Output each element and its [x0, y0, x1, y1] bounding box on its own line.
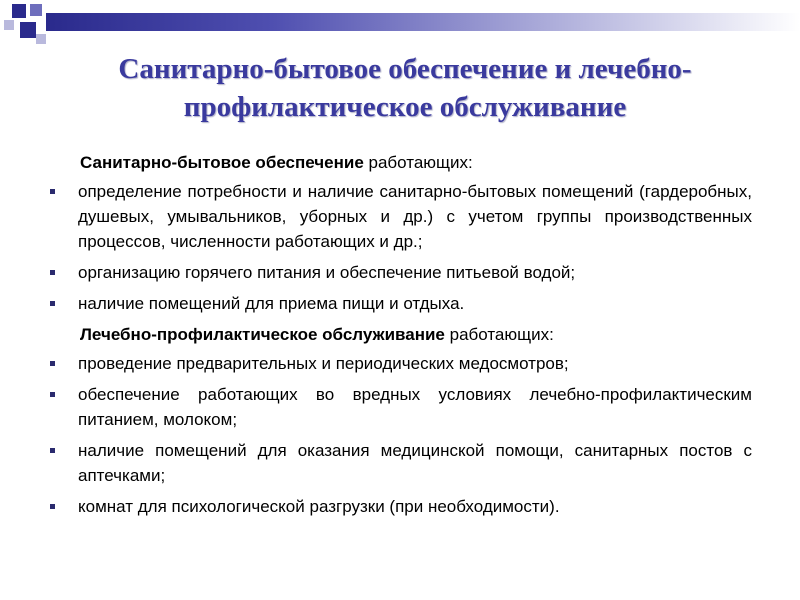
list-item-text: определение потребности и наличие санитарно-бытовых помещений (гардеробных, душевых, умывальников, уборных и др.) с учетом группы производственных процессов, численности работающих и др.; — [78, 182, 752, 251]
slide-title-line-1: Санитарно-бытовое обеспечение и лечебно- — [118, 53, 692, 85]
list-item — [44, 438, 752, 488]
section-heading-rest: работающих: — [444, 325, 554, 344]
list-item — [44, 351, 752, 376]
list-item — [44, 382, 752, 432]
list-item-text: наличие помещений для оказания медицинской помощи, санитарных постов с аптечками; — [78, 441, 752, 485]
section-heading-rest: работающих: — [363, 153, 473, 172]
list-item — [44, 494, 752, 519]
decor-square — [36, 34, 46, 44]
list-item-text: обеспечение работающих во вредных условиях лечебно-профилактическим питанием, молоком; — [78, 385, 752, 429]
slide-title-line-2: профилактическое обслуживание — [183, 91, 627, 123]
section-heading-sanitary — [44, 150, 752, 175]
square-bullet-icon — [50, 504, 55, 509]
square-bullet-icon — [50, 270, 55, 275]
header-gradient-band — [46, 13, 800, 31]
slide-title — [30, 50, 780, 126]
list-item-text: наличие помещений для приема пищи и отдыха. — [78, 294, 465, 313]
decor-square — [30, 4, 42, 16]
list-item — [44, 291, 752, 316]
decor-square — [4, 20, 14, 30]
square-bullet-icon — [50, 189, 55, 194]
list-item-text: проведение предварительных и периодических медосмотров; — [78, 354, 569, 373]
square-bullet-icon — [50, 361, 55, 366]
square-bullet-icon — [50, 301, 55, 306]
section-heading-bold: Лечебно-профилактическое обслуживание — [80, 325, 445, 344]
square-bullet-icon — [50, 448, 55, 453]
square-bullet-icon — [50, 392, 55, 397]
slide-body — [44, 148, 752, 525]
decor-square — [20, 22, 36, 38]
list-item-text: организацию горячего питания и обеспечение питьевой водой; — [78, 263, 576, 282]
list-item — [44, 179, 752, 254]
section-heading-bold: Санитарно-бытовое обеспечение — [80, 153, 364, 172]
list-item-text: комнат для психологической разгрузки (при необходимости). — [78, 497, 560, 516]
section-heading-medical — [44, 322, 752, 347]
decor-square — [12, 4, 26, 18]
list-item — [44, 260, 752, 285]
